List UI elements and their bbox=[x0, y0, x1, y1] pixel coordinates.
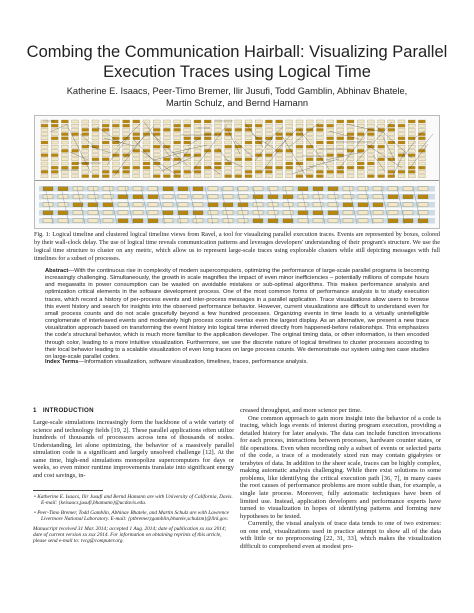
section-number: 1 bbox=[33, 407, 37, 414]
section-title: INTRODUCTION bbox=[42, 407, 94, 414]
intro-paragraph-2: One common approach to gain more insight into the behavior of a code is tracing, which logs events of interest during program execution, providing a detailed history for later analysis. The data can include function invocations for each process, interactions between processes, hardware counter states, or file operations. Even when recording only a subset of events or selected parts of the code, a trace of a moderately sized run may contain gigabytes or terabytes of data. In addition to the sheer scale, traces can be highly complex, making automatic analysis challenging. While there exist solutions to some problems, like identifying the critical execution path [36, 7], in many cases the root causes of performance problems are more subtle than, for example, a single late process. Moreover, fully automatic techniques have been of limited use. Instead, application developers and performance experts have turned to visualization in hopes of identifying patterns and forming new hypotheses to be tested. bbox=[240, 414, 441, 520]
manuscript-note: Manuscript received 31 Mar. 2014; accepted 1 Aug. 2014; date of publication xx xxx 2014; date of current version xx xxx 2014. For information on obtaining reprints of this article, please send e-mail to: tvcg@computer.org. bbox=[33, 525, 227, 545]
footnote-affiliation-1: • Katherine E. Isaacs, Ilir Jusufi and Bernd Hamann are with University of California, Davis. E-mail: {keisaacs,jusufi,bhamann}@ucdavis.edu. bbox=[34, 494, 233, 507]
authors-line-1: Katherine E. Isaacs, Peer-Timo Bremer, Ilir Jusufi, Todd Gamblin, Abhinav Bhatele, bbox=[66, 86, 408, 96]
ravel-timeline-image bbox=[35, 116, 439, 228]
index-terms bbox=[45, 359, 429, 366]
abstract-dash: — bbox=[68, 268, 75, 274]
intro-left-column bbox=[33, 419, 234, 479]
intro-paragraph-1-end: creased throughput, and more science per time. bbox=[240, 407, 362, 414]
title-line-1: Combing the Communication Hairball: Visualizing Parallel bbox=[26, 43, 448, 61]
abstract bbox=[45, 268, 429, 361]
intro-paragraph-3: Currently, the visual analysis of trace data tends to one of two extremes: on one end, visualizations used in practice attempt to show all of the data with little or no preprocessing [22, 31, 33], which makes the visualization difficult to comprehend even at modest pro- bbox=[240, 520, 441, 550]
index-terms-text: Information visualization, software visualization, timelines, traces, performance analysis. bbox=[84, 359, 308, 365]
section-heading bbox=[33, 407, 94, 414]
footnotes bbox=[33, 494, 234, 545]
logical-timeline-view bbox=[35, 120, 439, 181]
footnote-affiliation-2: • Peer-Timo Bremer, Todd Gamblin, Abhinav Bhatele, and Martin Schulz are with Lawrence Livermore National Laboratory. E-mail: {ptbremer,tgamblin,bhatele,schulzm}@llnl.gov. bbox=[34, 509, 229, 523]
teaser-figure bbox=[34, 115, 440, 229]
index-terms-label: Index Terms bbox=[45, 359, 79, 365]
abstract-label: Abstract bbox=[45, 268, 69, 274]
abstract-text: With the continuous rise in complexity of modern supercomputers, optimizing the performance of large-scale parallel programs is becoming increasingly challenging. Simultaneously, the growth in scale magnifies the impact of even minor inefficiencies – potentially millions of compute hours and megawatts in power consumption can be wasted on avoidable mistakes or sub-optimal algorithms. This makes performance analysis and optimization critical elements in the software development process. One of the most common forms of performance analysis is to study execution traces, which record a history of per-process events and inter-process messages in a parallel application. Trace visualizations allow users to browse this event history and search for insights into the observed performance behavior. However, current visualizations are difficult to understand even for small process counts and do not scale gracefully beyond a few hundred processes. Organizing events in time leads to a virtually unintelligible conglomerate of interleaved events and moderately high process counts overtax even the largest display. As an alternative, we present a new trace visualization approach based on transforming the event history into logical time inferred directly from happened-before relationships. This emphasizes the code's structural behavior, which is much more familiar to the application developer. The original timing data, or other information, is then encoded through color, leading to a more intuitive visualization. Furthermore, we use the discrete nature of logical timelines to cluster processes according to their local behavior leading to a scalable visualization of even long traces on large process counts. We demonstrate our system using two case studies on large-scale parallel codes. bbox=[45, 268, 429, 360]
authors-line-2: Martin Schulz, and Bernd Hamann bbox=[165, 98, 309, 108]
author-list bbox=[30, 85, 444, 109]
index-terms-dash: — bbox=[78, 359, 85, 365]
footnote-rule bbox=[33, 490, 103, 491]
intro-right-column bbox=[240, 407, 441, 550]
paper-title bbox=[20, 42, 454, 82]
figure-caption: Fig. 1: Logical timeline and clustered logical timeline views from Ravel, a tool for visualizing parallel execution traces. Events are represented by boxes, colored by their wall-clock delay. The use of logical time reveals communication patterns and leverages developers' understanding of their program's structure. We use the logical time structure to cluster on any metric, which allow us to represent large-scale traces using explorable clusters while still depicting messages with full timelines for a subset of processes. bbox=[34, 231, 440, 262]
intro-paragraph-1: Large-scale simulations increasingly form the backbone of a wide variety of science and technology fields [19, 2]. These parallel applications often utilize hundreds of thousands of processors across tens of thousands of nodes. Understanding, let alone optimizing, the behavior of a massively parallel simulation code is a significant and largely unsolved challenge [12]. At the same time, high-end simulations monopolize supercomputers for days or weeks, so even minor runtime improvements translate into significant energy and cost savings, in- bbox=[33, 419, 234, 479]
title-line-2: Execution Traces using Logical Time bbox=[103, 63, 371, 81]
